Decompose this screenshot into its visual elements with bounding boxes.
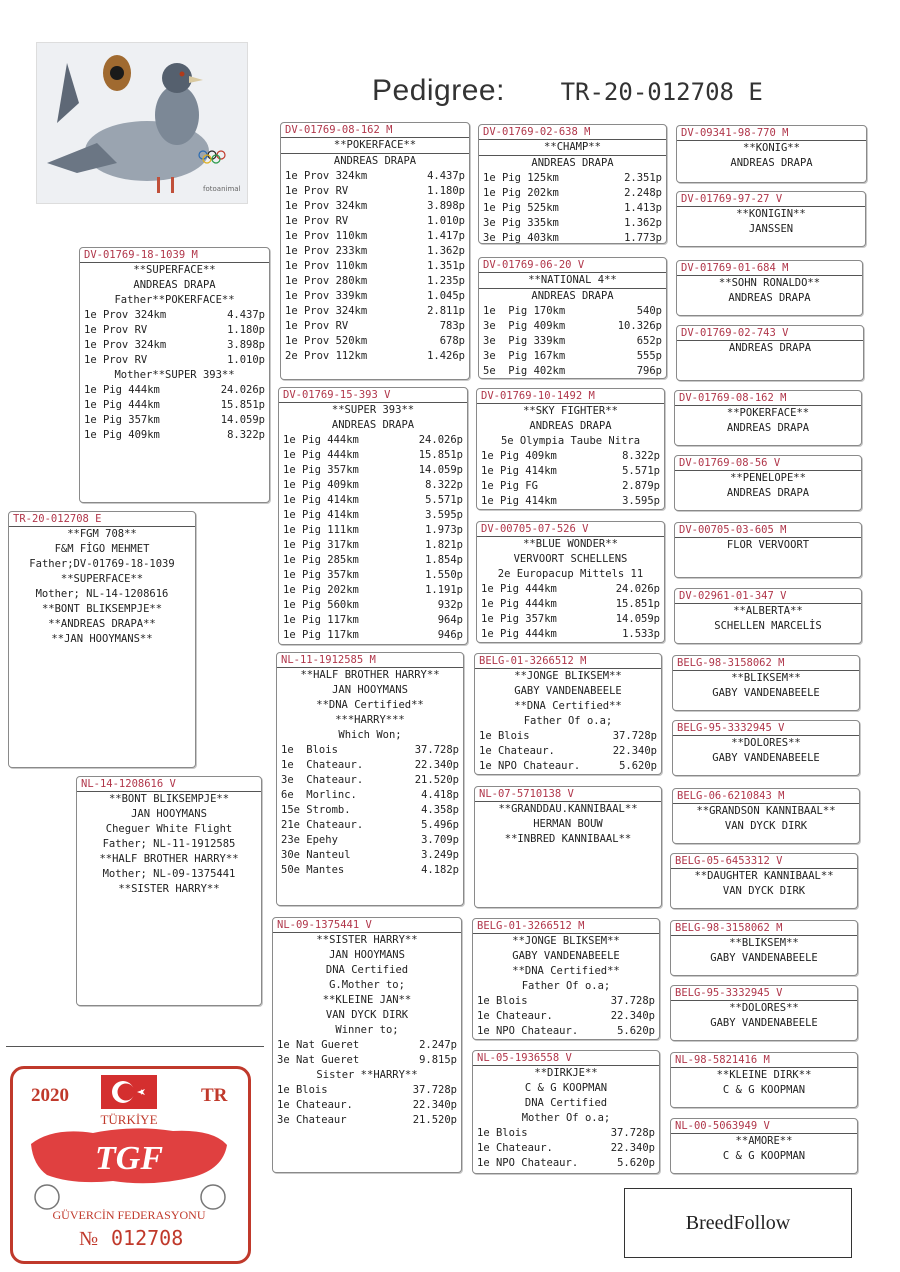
dss-line: **DNA Certified** <box>514 700 622 712</box>
result-row: 1e Pig 414km 3.595p <box>283 509 463 521</box>
stamp-org-abbr: TGF <box>95 1140 163 1177</box>
sire-mother-line: Mother**SUPER 393** <box>114 369 235 381</box>
sire-sire-card <box>280 122 470 380</box>
ggp-breeder: ANDREAS DRAPA <box>726 422 810 434</box>
result-row: 30e Nanteul 3.249p <box>281 849 459 861</box>
ggp-ring: DV-09341-98-770 M <box>677 126 866 141</box>
ggp-card-6 <box>674 455 862 511</box>
dss-breeder: GABY VANDENABEELE <box>514 685 622 697</box>
ddd-breeder: C & G KOOPMAN <box>524 1082 608 1094</box>
photo-logo-text: fotoanimal <box>203 185 241 193</box>
ggp-name: **KONIGIN** <box>736 208 806 220</box>
result-row: 21e Chateaur. 5.496p <box>281 819 459 831</box>
ggp-card-13 <box>670 920 858 976</box>
result-row: 1e Pig 285km 1.854p <box>283 554 463 566</box>
ggp-card-10 <box>672 720 860 776</box>
dd-breeder: JAN HOOYMANS <box>329 949 405 961</box>
stamp-number: 012708 <box>111 1226 184 1250</box>
result-row: 1e Prov 324km 2.811p <box>285 305 465 317</box>
sdd-card <box>476 521 665 643</box>
sire-dam-card <box>278 387 468 645</box>
tgf-stamp <box>10 1066 251 1264</box>
ggp-breeder: GABY VANDENABEELE <box>712 752 820 764</box>
result-row: 1e Pig 202km 1.191p <box>283 584 463 596</box>
ggp-name: **BLIKSEM** <box>729 937 799 949</box>
sdd-breeder: VERVOORT SCHELLENS <box>513 553 628 565</box>
result-row: 1e Blois 37.728p <box>479 730 657 742</box>
ddd-ring: NL-05-1936558 V <box>473 1051 659 1066</box>
dam-line: Father; NL-11-1912585 <box>102 838 236 850</box>
ggp-card-15 <box>670 1052 858 1108</box>
result-row: 1e Prov 110km 1.351p <box>285 260 465 272</box>
result-row: 3e Chateaur 21.520p <box>277 1114 457 1126</box>
result-row: 1e Chateaur. 22.340p <box>477 1010 655 1022</box>
result-row: 1e Pig 444km 15.851p <box>84 399 265 411</box>
ggp-ring: DV-01769-97-27 V <box>677 192 865 207</box>
ggp-ring: DV-01769-08-162 M <box>675 391 861 406</box>
result-row: 1e Pig 357km 14.059p <box>283 464 463 476</box>
ggp-card-12 <box>670 853 858 909</box>
dd-name: **SISTER HARRY** <box>316 934 418 946</box>
result-row: 1e Pig 357km 14.059p <box>84 414 265 426</box>
dsd-ring: NL-07-5710138 V <box>475 787 661 802</box>
ggp-ring: DV-01769-01-684 M <box>677 261 862 276</box>
result-row: 3e Pig 339km 652p <box>483 335 662 347</box>
result-row: 23e Epehy 3.709p <box>281 834 459 846</box>
result-row: 1e Pig 444km 1.533p <box>481 628 660 640</box>
ggp-name: **KONIG** <box>743 142 800 154</box>
stamp-country: TÜRKİYE <box>100 1112 158 1127</box>
ggp-breeder: ANDREAS DRAPA <box>728 292 811 304</box>
dam-line: **SISTER HARRY** <box>118 883 220 895</box>
result-row: 1e Pig 444km 15.851p <box>481 598 660 610</box>
dd-sister-line: Sister **HARRY** <box>316 1069 418 1081</box>
dam-line: **HALF BROTHER HARRY** <box>99 853 239 865</box>
ggp-card-1 <box>676 125 867 183</box>
sds-breeder: ANDREAS DRAPA <box>529 420 612 432</box>
sss-card <box>478 124 667 244</box>
subject-ring: TR-20-012708 E <box>9 512 195 527</box>
ddd-card <box>472 1050 660 1174</box>
ggp-name: **BLIKSEM** <box>731 672 801 684</box>
result-row: 1e Pig 409km 8.322p <box>84 429 265 441</box>
ggp-ring: DV-01769-02-743 V <box>677 326 863 341</box>
ggp-name: **GRANDSON KANNIBAAL** <box>696 805 836 817</box>
ggp-card-16 <box>670 1118 858 1174</box>
ssd-ring: DV-01769-06-20 V <box>479 258 666 273</box>
result-row: 1e Prov 339km 1.045p <box>285 290 465 302</box>
pigeon-photo <box>36 42 248 204</box>
ggp-breeder: C & G KOOPMAN <box>722 1150 806 1162</box>
federation-logo-icon <box>35 1185 59 1209</box>
subject-line: **JAN HOOYMANS** <box>51 633 153 645</box>
result-row: 1e Prov RV 1.180p <box>285 185 465 197</box>
result-row: 3e Pig 409km 10.326p <box>483 320 662 332</box>
dd-ring: NL-09-1375441 V <box>273 918 461 933</box>
dd-line: G.Mother to; <box>329 979 405 991</box>
dss-card <box>474 653 662 775</box>
tgf-stamp-graphic <box>13 1069 242 1255</box>
sire-card <box>79 247 270 503</box>
stamp-year: 2020 <box>31 1085 69 1106</box>
ss-breeder: ANDREAS DRAPA <box>333 155 417 167</box>
dam-dam-card <box>272 917 462 1173</box>
dd-line: DNA Certified <box>325 964 409 976</box>
dsd-breeder: HERMAN BOUW <box>533 818 603 830</box>
ss-name: **POKERFACE** <box>281 138 469 154</box>
dam-name: **BONT BLIKSEMPJE** <box>108 793 230 805</box>
result-row: 1e Prov 324km 4.437p <box>84 309 265 321</box>
ggp-card-4 <box>676 325 864 381</box>
dd-line: VAN DYCK DIRK <box>325 1009 409 1021</box>
result-row: 3e Nat Gueret 9.815p <box>277 1054 457 1066</box>
dss-ring: BELG-01-3266512 M <box>475 654 661 669</box>
dds-breeder: GABY VANDENABEELE <box>512 950 620 962</box>
ggp-ring: DV-02961-01-347 V <box>675 589 861 604</box>
ddd-line: DNA Certified <box>524 1097 608 1109</box>
result-row: 1e Prov 324km 3.898p <box>84 339 265 351</box>
result-row: 1e Pig FG 2.879p <box>481 480 660 492</box>
result-row: 1e Chateaur. 22.340p <box>281 759 459 771</box>
result-row: 5e Pig 402km 796p <box>483 365 662 377</box>
dds-card <box>472 918 660 1040</box>
ds-name: **HALF BROTHER HARRY** <box>300 669 440 681</box>
dam-line: Cheguer White Flight <box>105 823 233 835</box>
ggp-name: **AMORE** <box>735 1135 793 1147</box>
breedfollow-brand: BreedFollow <box>624 1188 852 1258</box>
ggp-name: **POKERFACE** <box>726 407 810 419</box>
sds-line: 5e Olympia Taube Nitra <box>500 435 641 447</box>
ggp-card-8 <box>674 588 862 644</box>
result-row: 6e Morlinc. 4.418p <box>281 789 459 801</box>
ggp-breeder: ANDREAS DRAPA <box>728 342 812 354</box>
divider-line <box>6 1046 264 1047</box>
ggp-ring: NL-00-5063949 V <box>671 1119 857 1134</box>
dam-ring: NL-14-1208616 V <box>77 777 261 792</box>
ggp-breeder: FLOR VERVOORT <box>726 539 810 551</box>
subject-line: **SUPERFACE** <box>60 573 144 585</box>
ggp-breeder: JANSSEN <box>748 223 794 235</box>
dam-line: JAN HOOYMANS <box>131 808 207 820</box>
result-row: 1e Pig 409km 8.322p <box>481 450 660 462</box>
result-row: 1e Prov 324km 3.898p <box>285 200 465 212</box>
result-row: 1e NPO Chateaur. 5.620p <box>477 1157 655 1169</box>
result-row: 1e Pig 202km 2.248p <box>483 187 662 199</box>
pedigree-title <box>372 74 763 108</box>
dam-sire-card <box>276 652 464 906</box>
ggp-card-3 <box>676 260 863 316</box>
result-row: 3e Pig 403km 1.773p <box>483 232 662 244</box>
result-row: 1e Pig 560km 932p <box>283 599 463 611</box>
ggp-name: **DAUGHTER KANNIBAAL** <box>694 870 834 882</box>
result-row: 1e Prov RV 1.180p <box>84 324 265 336</box>
result-row: 1e Pig 414km 3.595p <box>481 495 660 507</box>
sss-name: **CHAMP** <box>479 140 666 156</box>
sd-breeder: ANDREAS DRAPA <box>331 419 415 431</box>
ggp-name: **DOLORES** <box>731 737 801 749</box>
result-row: 1e Prov 110km 1.417p <box>285 230 465 242</box>
result-row: 1e Prov RV 783p <box>285 320 465 332</box>
ggp-card-11 <box>672 788 860 844</box>
dss-name: **JONGE BLIKSEM** <box>514 670 622 682</box>
subject-card <box>8 511 196 768</box>
sire-father-line: Father**POKERFACE** <box>114 294 235 306</box>
ddd-line: Mother Of o.a; <box>521 1112 611 1124</box>
result-row: 3e Pig 335km 1.362p <box>483 217 662 229</box>
ggp-name: **SOHN RONALDO** <box>718 277 821 289</box>
result-row: 1e Chateaur. 22.340p <box>477 1142 655 1154</box>
subject-line: F&M FİGO MEHMET <box>54 543 150 555</box>
ggp-ring: DV-01769-08-56 V <box>675 456 861 471</box>
result-row: 1e Pig 317km 1.821p <box>283 539 463 551</box>
dds-ring: BELG-01-3266512 M <box>473 919 659 934</box>
ggp-breeder: GABY VANDENABEELE <box>710 952 818 964</box>
result-row: 1e Pig 357km 14.059p <box>481 613 660 625</box>
ds-line: Which Won; <box>338 729 402 741</box>
result-row: 1e Chateaur. 22.340p <box>479 745 657 757</box>
sire-breeder: ANDREAS DRAPA <box>133 279 216 291</box>
dss-line: Father Of o.a; <box>523 715 613 727</box>
result-row: 3e Chateaur. 21.520p <box>281 774 459 786</box>
result-row: 50e Mantes 4.182p <box>281 864 459 876</box>
result-row: 3e Pig 167km 555p <box>483 350 662 362</box>
ds-ring: NL-11-1912585 M <box>277 653 463 668</box>
sire-name: **SUPERFACE** <box>133 264 216 276</box>
pedigree-ring-number: TR-20-012708 E <box>560 78 763 106</box>
result-row: 1e Pig 357km 1.550p <box>283 569 463 581</box>
ggp-breeder: VAN DYCK DIRK <box>724 820 808 832</box>
dam-line: Mother; NL-09-1375441 <box>102 868 236 880</box>
result-row: 1e Blois 37.728p <box>281 744 459 756</box>
ggp-ring: DV-00705-03-605 M <box>675 523 861 538</box>
ggp-ring: BELG-95-3332945 V <box>671 986 857 1001</box>
result-row: 1e Pig 170km 540p <box>483 305 662 317</box>
sds-ring: DV-01769-10-1492 M <box>477 389 664 404</box>
ds-breeder: JAN HOOYMANS <box>332 684 408 696</box>
ssd-breeder: ANDREAS DRAPA <box>531 290 614 302</box>
pedigree-label: Pedigree: <box>372 74 505 107</box>
result-row: 1e NPO Chateaur. 5.620p <box>479 760 657 772</box>
result-row: 1e Pig 117km 964p <box>283 614 463 626</box>
result-row: 15e Stromb. 4.358p <box>281 804 459 816</box>
result-row: 1e Pig 117km 946p <box>283 629 463 641</box>
ggp-ring: BELG-06-6210843 M <box>673 789 859 804</box>
ds-line: **DNA Certified** <box>316 699 424 711</box>
result-row: 1e Prov 324km 4.437p <box>285 170 465 182</box>
sss-ring: DV-01769-02-638 M <box>479 125 666 140</box>
result-row: 1e Pig 125km 2.351p <box>483 172 662 184</box>
dam-card <box>76 776 262 1006</box>
result-row: 1e Prov 233km 1.362p <box>285 245 465 257</box>
ggp-ring: NL-98-5821416 M <box>671 1053 857 1068</box>
ggp-name: **ALBERTA** <box>733 605 803 617</box>
subject-line: Father;DV-01769-18-1039 <box>29 558 175 570</box>
result-row: 2e Prov 112km 1.426p <box>285 350 465 362</box>
result-row: 1e Prov 280km 1.235p <box>285 275 465 287</box>
ggp-card-14 <box>670 985 858 1041</box>
sd-ring: DV-01769-15-393 V <box>279 388 467 403</box>
ggp-breeder: C & G KOOPMAN <box>722 1084 806 1096</box>
ggp-name: **KLEINE DIRK** <box>716 1069 812 1081</box>
result-row: 1e Pig 409km 8.322p <box>283 479 463 491</box>
result-row: 1e NPO Chateaur. 5.620p <box>477 1025 655 1037</box>
subject-line: **FGM 708** <box>67 528 137 540</box>
dds-line: Father Of o.a; <box>521 980 611 992</box>
dds-line: **DNA Certified** <box>512 965 620 977</box>
ggp-breeder: ANDREAS DRAPA <box>730 157 813 169</box>
ggp-ring: BELG-98-3158062 M <box>673 656 859 671</box>
result-row: 1e Nat Gueret 2.247p <box>277 1039 457 1051</box>
result-row: 1e Blois 37.728p <box>477 1127 655 1139</box>
result-row: 1e Prov RV 1.010p <box>285 215 465 227</box>
result-row: 1e Blois 37.728p <box>477 995 655 1007</box>
result-row: 1e Pig 444km 24.026p <box>481 583 660 595</box>
result-row: 1e Prov 520km 678p <box>285 335 465 347</box>
result-row: 1e Pig 111km 1.973p <box>283 524 463 536</box>
ddd-name: **DIRKJE** <box>534 1067 598 1079</box>
ggp-card-2 <box>676 191 866 247</box>
subject-line: **BONT BLIKSEMPJE** <box>41 603 163 615</box>
subject-line: **ANDREAS DRAPA** <box>48 618 156 630</box>
pigeon-illustration <box>37 43 247 203</box>
result-row: 1e Blois 37.728p <box>277 1084 457 1096</box>
result-row: 1e Prov RV 1.010p <box>84 354 265 366</box>
dds-name: **JONGE BLIKSEM** <box>512 935 620 947</box>
ggp-breeder: VAN DYCK DIRK <box>722 885 806 897</box>
dsd-card <box>474 786 662 908</box>
federation-logo-icon <box>201 1185 225 1209</box>
ssd-card <box>478 257 667 379</box>
ggp-ring: BELG-05-6453312 V <box>671 854 857 869</box>
ggp-ring: BELG-98-3158062 M <box>671 921 857 936</box>
ggp-name: **DOLORES** <box>729 1002 799 1014</box>
ggp-breeder: GABY VANDENABEELE <box>710 1017 818 1029</box>
ds-line: ***HARRY*** <box>335 714 405 726</box>
sdd-ring: DV-00705-07-526 V <box>477 522 664 537</box>
ggp-card-5 <box>674 390 862 446</box>
ggp-name: **PENELOPE** <box>730 472 806 484</box>
subject-line: Mother; NL-14-1208616 <box>35 588 169 600</box>
dsd-name: **GRANDDAU.KANNIBAAL** <box>498 803 638 815</box>
ggp-breeder: GABY VANDENABEELE <box>712 687 820 699</box>
ggp-card-7 <box>674 522 862 578</box>
sire-ring: DV-01769-18-1039 M <box>80 248 269 263</box>
sdd-name: **BLUE WONDER** <box>523 538 618 550</box>
dsd-line: **INBRED KANNIBAAL** <box>504 833 632 845</box>
ggp-breeder: ANDREAS DRAPA <box>726 487 810 499</box>
dd-line: Winner to; <box>335 1024 399 1036</box>
sd-name: **SUPER 393** <box>331 404 415 416</box>
sss-breeder: ANDREAS DRAPA <box>531 157 614 169</box>
result-row: 1e Pig 444km 24.026p <box>283 434 463 446</box>
stamp-country-code: TR <box>201 1085 228 1106</box>
sdd-line: 2e Europacup Mittels 11 <box>497 568 644 580</box>
ss-ring: DV-01769-08-162 M <box>281 123 469 138</box>
result-row: 1e Chateaur. 22.340p <box>277 1099 457 1111</box>
result-row: 1e Pig 444km 15.851p <box>283 449 463 461</box>
sds-card <box>476 388 665 510</box>
result-row: 1e Pig 444km 24.026p <box>84 384 265 396</box>
result-row: 1e Pig 414km 5.571p <box>283 494 463 506</box>
ggp-ring: BELG-95-3332945 V <box>673 721 859 736</box>
result-row: 1e Pig 414km 5.571p <box>481 465 660 477</box>
result-row: 1e Pig 525km 1.413p <box>483 202 662 214</box>
ggp-breeder: SCHELLEN MARCELİS <box>714 620 822 632</box>
ggp-card-9 <box>672 655 860 711</box>
dd-line: **KLEINE JAN** <box>322 994 412 1006</box>
sds-name: **SKY FIGHTER** <box>523 405 618 417</box>
ssd-name: **NATIONAL 4** <box>479 273 666 289</box>
stamp-org-name: GÜVERCİN FEDERASYONU <box>52 1208 206 1222</box>
stamp-number-prefix: № <box>79 1228 99 1250</box>
